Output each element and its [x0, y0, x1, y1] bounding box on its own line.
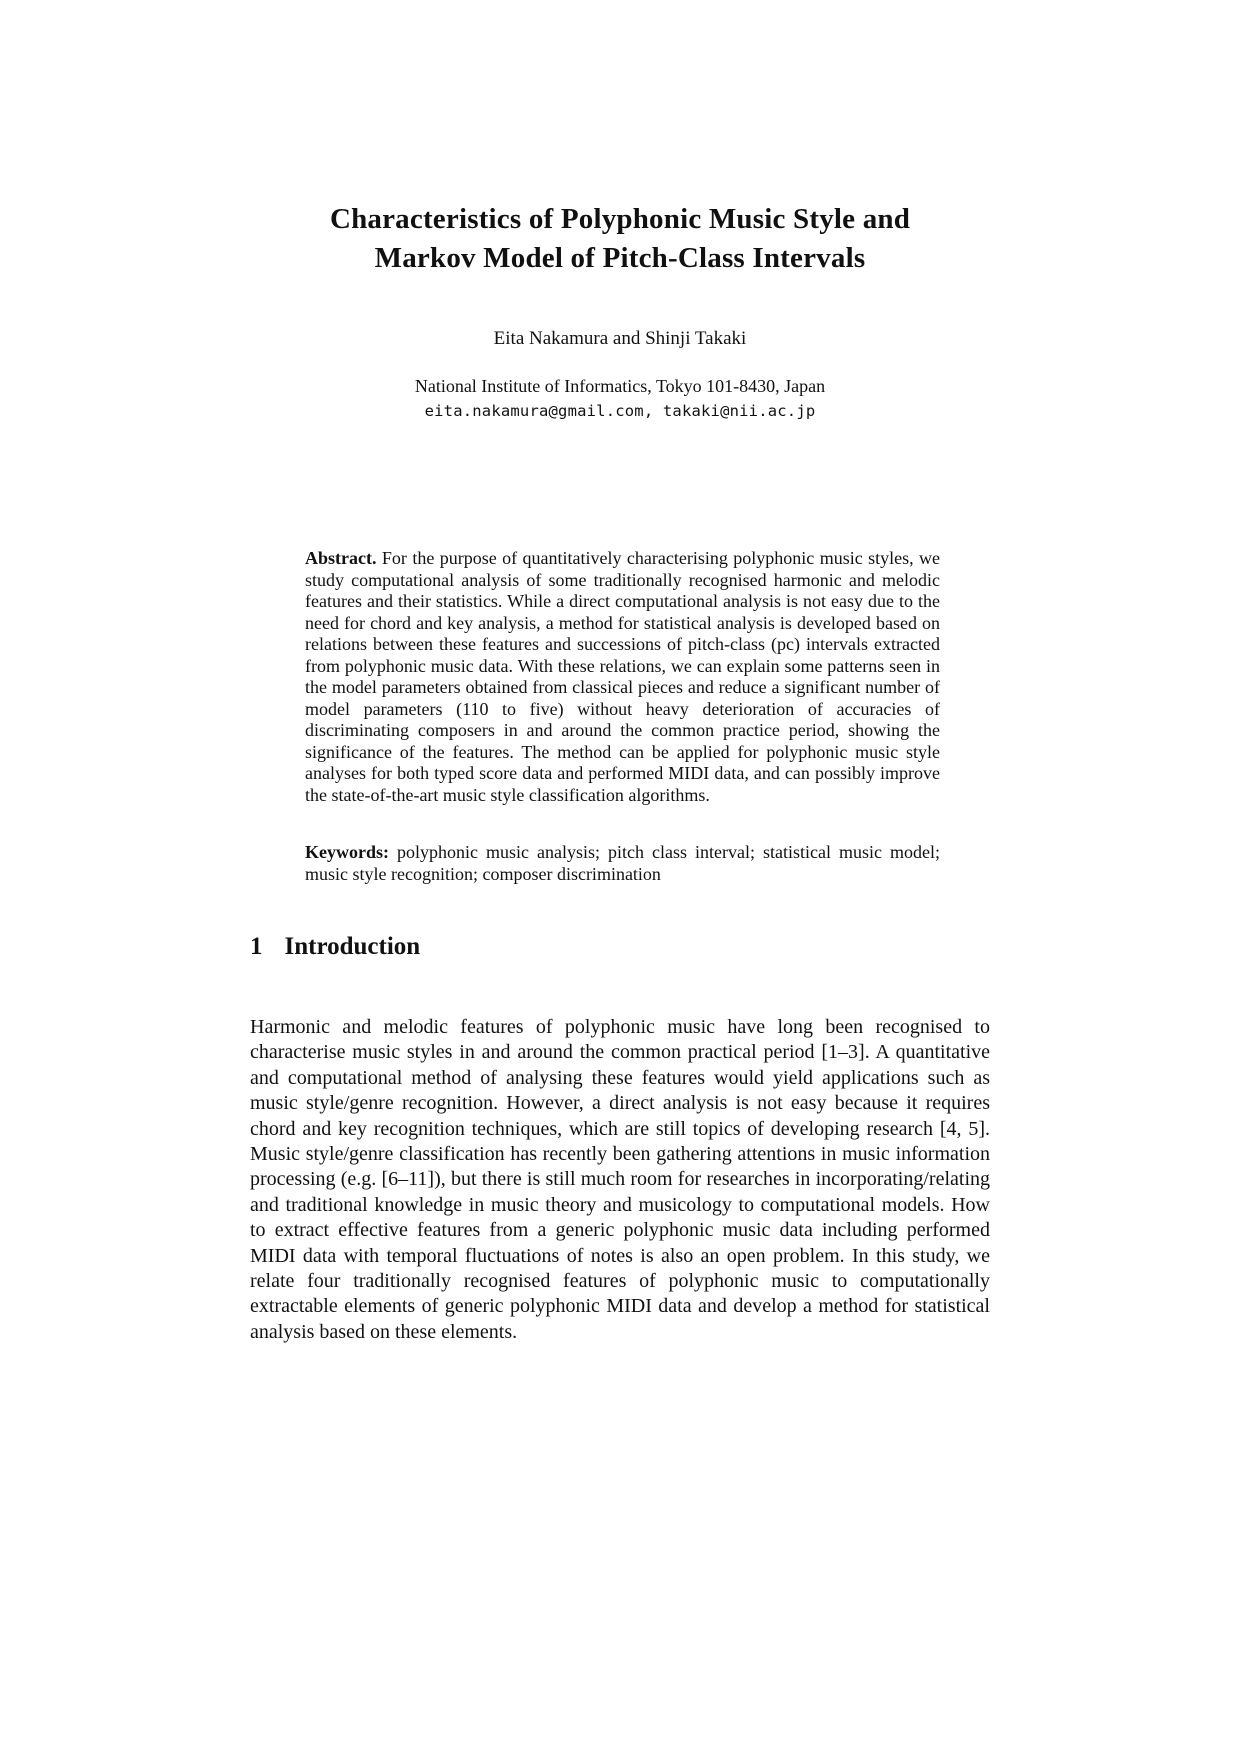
introduction-paragraph: Harmonic and melodic features of polyphonic music have long been recognised to characterise music styles in and around the common practical period [1–3]. A quantitative and computational method of analysing these features would yield applications such as music style/genre recognition. However, a direct analysis is not easy because it requires chord and key recognition techniques, which are still topics of developing research [4, 5]. Music style/genre classification has recently been gathering attentions in music information processing (e.g. [6–11]), but there is still much room for researches in incorporating/relating and traditional knowledge in music theory and musicology to computational models. How to extract effective features from a generic polyphonic music data including performed MIDI data with temporal fluctuations of notes is also an open problem. In this study, we relate four traditionally recognised features of polyphonic music to computationally extractable elements of generic polyphonic MIDI data and develop a method for statistical analysis based on these elements. — [250, 1016, 990, 1343]
page-content — [250, 0, 990, 1345]
section-1-heading — [250, 933, 990, 961]
section-1-number: 1 — [250, 933, 263, 960]
authors-line: Eita Nakamura and Shinji Takaki — [493, 328, 747, 349]
keywords-text: polyphonic music analysis; pitch class interval; statistical music model; music style recognition; composer discrimination — [305, 842, 940, 884]
paper-title-line-2: Markov Model of Pitch-Class Intervals — [374, 242, 866, 274]
abstract-paragraph — [305, 548, 940, 806]
keywords-paragraph — [305, 842, 940, 885]
abstract-label: Abstract. — [305, 548, 377, 568]
paper-title — [250, 0, 990, 278]
abstract-text: For the purpose of quantitatively characterising polyphonic music styles, we study computational analysis of some traditionally recognised harmonic and melodic features and their statistics. While a direct computational analysis is not easy due to the need for chord and key analysis, a method for statistical analysis is developed based on relations between these features and successions of pitch-class (pc) intervals extracted from polyphonic music data. With these relations, we can explain some patterns seen in the model parameters obtained from classical pieces and reduce a significant number of model parameters (110 to five) without heavy deterioration of accuracies of discriminating composers in and around the common practice period, showing the significance of the features. The method can be applied for polyphonic music style analyses for both typed score data and performed MIDI data, and can possibly improve the state-of-the-art music style classification algorithms. — [305, 548, 941, 805]
affiliation-line: National Institute of Informatics, Tokyo 101-8430, Japan — [414, 376, 826, 396]
keywords-label: Keywords: — [305, 842, 389, 862]
emails-line: eita.nakamura@gmail.com, takaki@nii.ac.jp — [424, 402, 816, 420]
paper-title-line-1: Characteristics of Polyphonic Music Style and — [329, 203, 911, 235]
section-1-title: Introduction — [284, 933, 421, 960]
